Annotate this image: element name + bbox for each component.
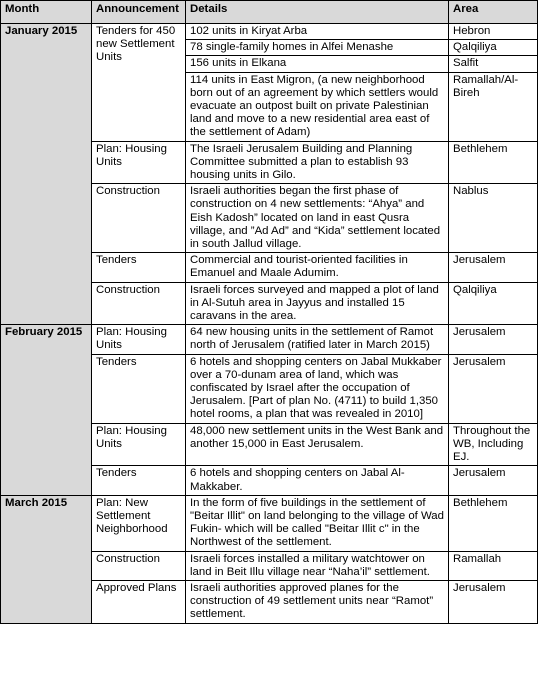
area-cell: Qalqiliya	[449, 282, 538, 325]
area-cell: Ramallah/Al-Bireh	[449, 72, 538, 141]
area-cell: Bethlehem	[449, 141, 538, 184]
details-cell: 6 hotels and shopping centers on Jabal Mukkaber over a 70-dunam area of land, which was confiscated by Israel after the occupation of Jerusalem. [Part of plan No. (4711) to build 1,350 hotel rooms, a plan that was revealed in 2010]	[186, 354, 449, 423]
table-row	[1, 24, 538, 40]
announcement-cell: Plan: Housing Units	[92, 141, 186, 184]
announcement-cell: Plan: New Settlement Neighborhood	[92, 495, 186, 551]
announcement-cell: Approved Plans	[92, 580, 186, 623]
area-cell: Hebron	[449, 24, 538, 40]
announcement-cell: Construction	[92, 282, 186, 325]
details-cell: Israeli forces installed a military watchtower on land in Beit Illu village near “Naha’il” settlement.	[186, 551, 449, 580]
details-cell: In the form of five buildings in the settlement of "Beitar Illit" on land belonging to the village of Wad Fukin- which will be called "Beitar Illit c" in the Northwest of the settlement.	[186, 495, 449, 551]
area-cell: Jerusalem	[449, 580, 538, 623]
details-cell: 6 hotels and shopping centers on Jabal Al-Makkaber.	[186, 466, 449, 495]
month-cell: January 2015	[1, 24, 92, 325]
details-cell: 156 units in Elkana	[186, 56, 449, 72]
announcement-cell: Construction	[92, 184, 186, 253]
announcement-cell: Tenders	[92, 354, 186, 423]
announcement-cell: Tenders for 450 new Settlement Units	[92, 24, 186, 142]
header-details: Details	[186, 1, 449, 24]
area-cell: Ramallah	[449, 551, 538, 580]
table-row	[1, 495, 538, 551]
area-cell: Salfit	[449, 56, 538, 72]
details-cell: 102 units in Kiryat Arba	[186, 24, 449, 40]
announcement-cell: Plan: Housing Units	[92, 325, 186, 354]
header-month: Month	[1, 1, 92, 24]
header-row	[1, 1, 538, 24]
details-cell: Israeli authorities began the first phase of construction on 4 new settlements: “Ahya” and Eish Kadosh” located on land in east Qusra village, and ”Ad Ad” and “Kida” settlement located in south Jallud village.	[186, 184, 449, 253]
details-cell: Israeli forces surveyed and mapped a plot of land in Al-Sutuh area in Jayyus and installed 15 caravans in the area.	[186, 282, 449, 325]
details-cell: Commercial and tourist-oriented facilities in Emanuel and Maale Adumim.	[186, 253, 449, 282]
area-cell: Nablus	[449, 184, 538, 253]
area-cell: Throughout the WB, Including EJ.	[449, 423, 538, 466]
announcement-cell: Tenders	[92, 466, 186, 495]
details-cell: 64 new housing units in the settlement of Ramot north of Jerusalem (ratified later in March 2015)	[186, 325, 449, 354]
announcement-cell: Plan: Housing Units	[92, 423, 186, 466]
announcement-cell: Construction	[92, 551, 186, 580]
area-cell: Jerusalem	[449, 354, 538, 423]
header-area: Area	[449, 1, 538, 24]
details-cell: 114 units in East Migron, (a new neighborhood born out of an agreement by which settlers would evacuate an outpost built on private Palestinian land and move to a new residential area east of the settlement of Adam)	[186, 72, 449, 141]
area-cell: Qalqiliya	[449, 40, 538, 56]
details-cell: The Israeli Jerusalem Building and Planning Committee submitted a plan to establish 93 housing units in Gilo.	[186, 141, 449, 184]
details-cell: Israeli authorities approved planes for the construction of 49 settlement units near “Ramot” settlement.	[186, 580, 449, 623]
area-cell: Bethlehem	[449, 495, 538, 551]
header-announcement: Announcement	[92, 1, 186, 24]
details-cell: 48,000 new settlement units in the West Bank and another 15,000 in East Jerusalem.	[186, 423, 449, 466]
area-cell: Jerusalem	[449, 325, 538, 354]
announcement-cell: Tenders	[92, 253, 186, 282]
area-cell: Jerusalem	[449, 253, 538, 282]
month-cell: February 2015	[1, 325, 92, 495]
area-cell: Jerusalem	[449, 466, 538, 495]
month-cell: March 2015	[1, 495, 92, 623]
table-row	[1, 325, 538, 354]
details-cell: 78 single-family homes in Alfei Menashe	[186, 40, 449, 56]
